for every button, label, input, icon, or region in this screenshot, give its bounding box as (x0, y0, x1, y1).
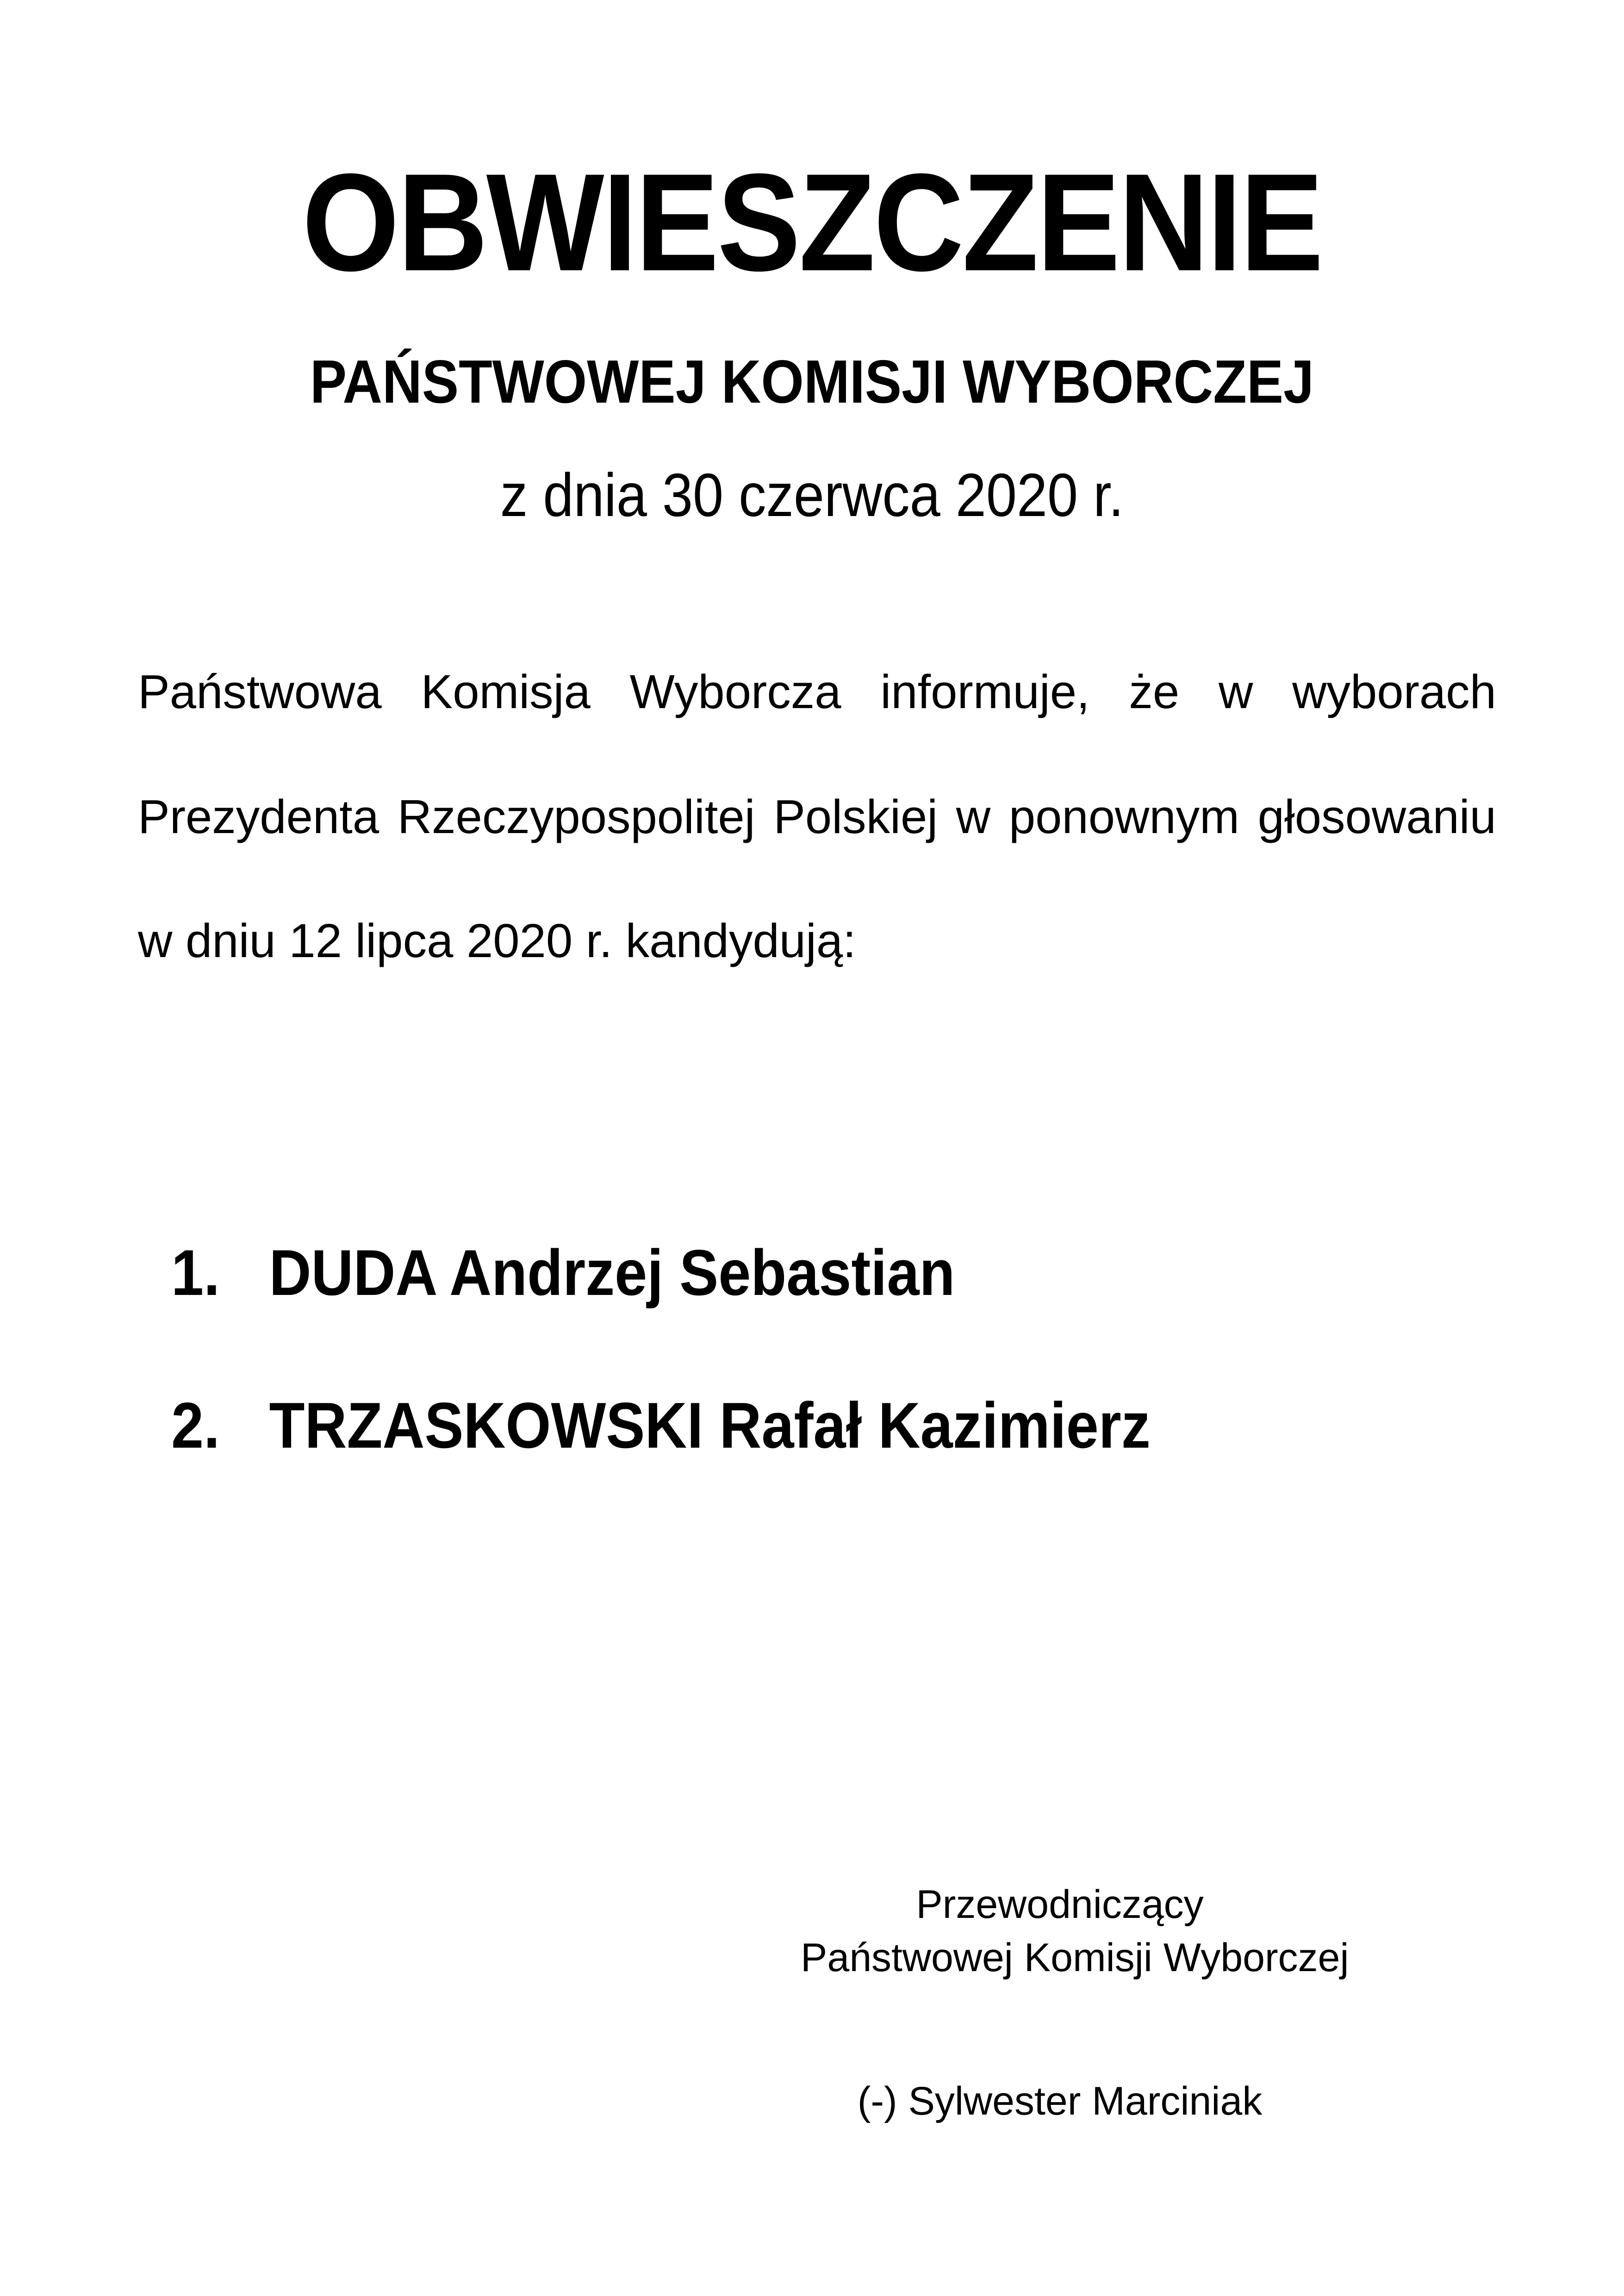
body-word: głosowaniu (1257, 790, 1496, 843)
body-word: Wyborcza (629, 665, 841, 718)
signature-name: (-) Sylwester Marciniak (857, 2079, 1263, 2123)
notice-title: OBWIESZCZENIE (302, 144, 1322, 300)
body-word: Komisja (421, 665, 591, 718)
candidate-item (171, 1233, 955, 1312)
body-word: w (956, 790, 991, 843)
body-word: Państwowa (138, 665, 382, 718)
notice-issuer: PAŃSTWOWEJ KOMISJI WYBORCZEJ (310, 348, 1314, 416)
signature-role: Przewodniczący (916, 1882, 1204, 1927)
candidate-name: TRZASKOWSKI Rafał Kazimierz (269, 1389, 1151, 1462)
body-line-3: w dniu 12 lipca 2020 r. kandydują: (138, 914, 856, 967)
candidate-number: 1. (171, 1236, 220, 1309)
candidate-item (171, 1386, 1151, 1465)
signature-organization: Państwowej Komisji Wyborczej (801, 1935, 1349, 1980)
body-word: Prezydenta (138, 790, 380, 843)
body-word: wyborach (1292, 665, 1496, 718)
body-line-2 (138, 787, 1496, 847)
body-line-1 (138, 662, 1496, 722)
notice-date: z dnia 30 czerwca 2020 r. (500, 461, 1124, 529)
candidate-number: 2. (171, 1389, 220, 1462)
body-word: Rzeczypospolitej (397, 790, 755, 843)
body-word: Polskiej (773, 790, 938, 843)
body-word: ponownym (1008, 790, 1239, 843)
body-word: informuje, (880, 665, 1090, 718)
candidate-name: DUDA Andrzej Sebastian (269, 1236, 955, 1309)
body-word: że (1129, 665, 1180, 718)
body-word: w (1218, 665, 1253, 718)
